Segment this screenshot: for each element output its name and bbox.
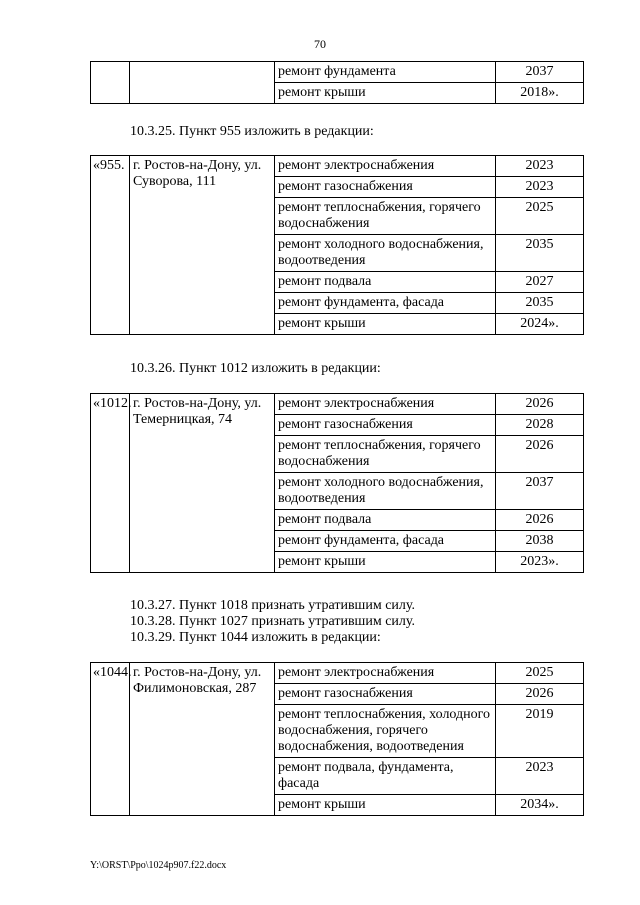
paragraph-1027: 10.3.28. Пункт 1027 признать утратившим силу.: [130, 614, 415, 629]
table-item-1044: [90, 662, 584, 816]
item-number: «1012.: [91, 394, 130, 573]
page-number: 70: [314, 37, 326, 51]
work-type: ремонт подвала: [275, 510, 496, 531]
work-type: ремонт крыши: [275, 83, 496, 104]
year-cell: 2023».: [496, 552, 584, 573]
table-item-955: [90, 155, 584, 335]
year-cell: 2023: [496, 156, 584, 177]
paragraph-1018: 10.3.27. Пункт 1018 признать утратившим силу.: [130, 598, 415, 613]
work-type: ремонт подвала, фундамента, фасада: [275, 758, 496, 795]
year-cell: 2037: [496, 62, 584, 83]
paragraph-955: 10.3.25. Пункт 955 изложить в редакции:: [130, 124, 374, 139]
work-type: ремонт фундамента, фасада: [275, 293, 496, 314]
table-row: [91, 62, 584, 83]
year-cell: 2038: [496, 531, 584, 552]
year-cell: 2025: [496, 198, 584, 235]
address-cell: [130, 62, 275, 104]
work-type: ремонт электроснабжения: [275, 663, 496, 684]
item-number: «955.: [91, 156, 130, 335]
year-cell: 2023: [496, 177, 584, 198]
year-cell: 2034».: [496, 795, 584, 816]
work-type: ремонт фундамента: [275, 62, 496, 83]
year-cell: 2018».: [496, 83, 584, 104]
work-type: ремонт теплоснабжения, холодного водоснабжения, горячего водоснабжения, водоотведения: [275, 705, 496, 758]
year-cell: 2019: [496, 705, 584, 758]
work-type: ремонт теплоснабжения, горячего водоснабжения: [275, 436, 496, 473]
work-type: ремонт газоснабжения: [275, 684, 496, 705]
work-type: ремонт фундамента, фасада: [275, 531, 496, 552]
year-cell: 2025: [496, 663, 584, 684]
work-type: ремонт подвала: [275, 272, 496, 293]
table-continuation: [90, 61, 584, 104]
year-cell: 2028: [496, 415, 584, 436]
paragraph-1012: 10.3.26. Пункт 1012 изложить в редакции:: [130, 361, 381, 376]
work-type: ремонт электроснабжения: [275, 394, 496, 415]
item-number: «1044.: [91, 663, 130, 816]
year-cell: 2035: [496, 235, 584, 272]
year-cell: 2026: [496, 510, 584, 531]
work-type: ремонт крыши: [275, 552, 496, 573]
year-cell: 2026: [496, 684, 584, 705]
year-cell: 2037: [496, 473, 584, 510]
year-cell: 2027: [496, 272, 584, 293]
table-item-1012: [90, 393, 584, 573]
work-type: ремонт теплоснабжения, горячего водоснабжения: [275, 198, 496, 235]
year-cell: 2024».: [496, 314, 584, 335]
year-cell: 2026: [496, 436, 584, 473]
item-address: г. Ростов-на-Дону, ул. Суворова, 111: [130, 156, 275, 335]
work-type: ремонт холодного водоснабжения, водоотведения: [275, 235, 496, 272]
item-address: г. Ростов-на-Дону, ул. Темерницкая, 74: [130, 394, 275, 573]
work-type: ремонт холодного водоснабжения, водоотведения: [275, 473, 496, 510]
item-address: г. Ростов-на-Дону, ул. Филимоновская, 287: [130, 663, 275, 816]
work-type: ремонт крыши: [275, 795, 496, 816]
file-path-footer: Y:\ORST\Ppo\1024p907.f22.docx: [90, 860, 227, 871]
paragraph-1044: 10.3.29. Пункт 1044 изложить в редакции:: [130, 630, 381, 645]
work-type: ремонт газоснабжения: [275, 415, 496, 436]
table-row: [91, 394, 584, 415]
year-cell: 2023: [496, 758, 584, 795]
year-cell: 2035: [496, 293, 584, 314]
table-row: [91, 663, 584, 684]
number-cell: [91, 62, 130, 104]
work-type: ремонт электроснабжения: [275, 156, 496, 177]
work-type: ремонт крыши: [275, 314, 496, 335]
year-cell: 2026: [496, 394, 584, 415]
table-row: [91, 156, 584, 177]
work-type: ремонт газоснабжения: [275, 177, 496, 198]
